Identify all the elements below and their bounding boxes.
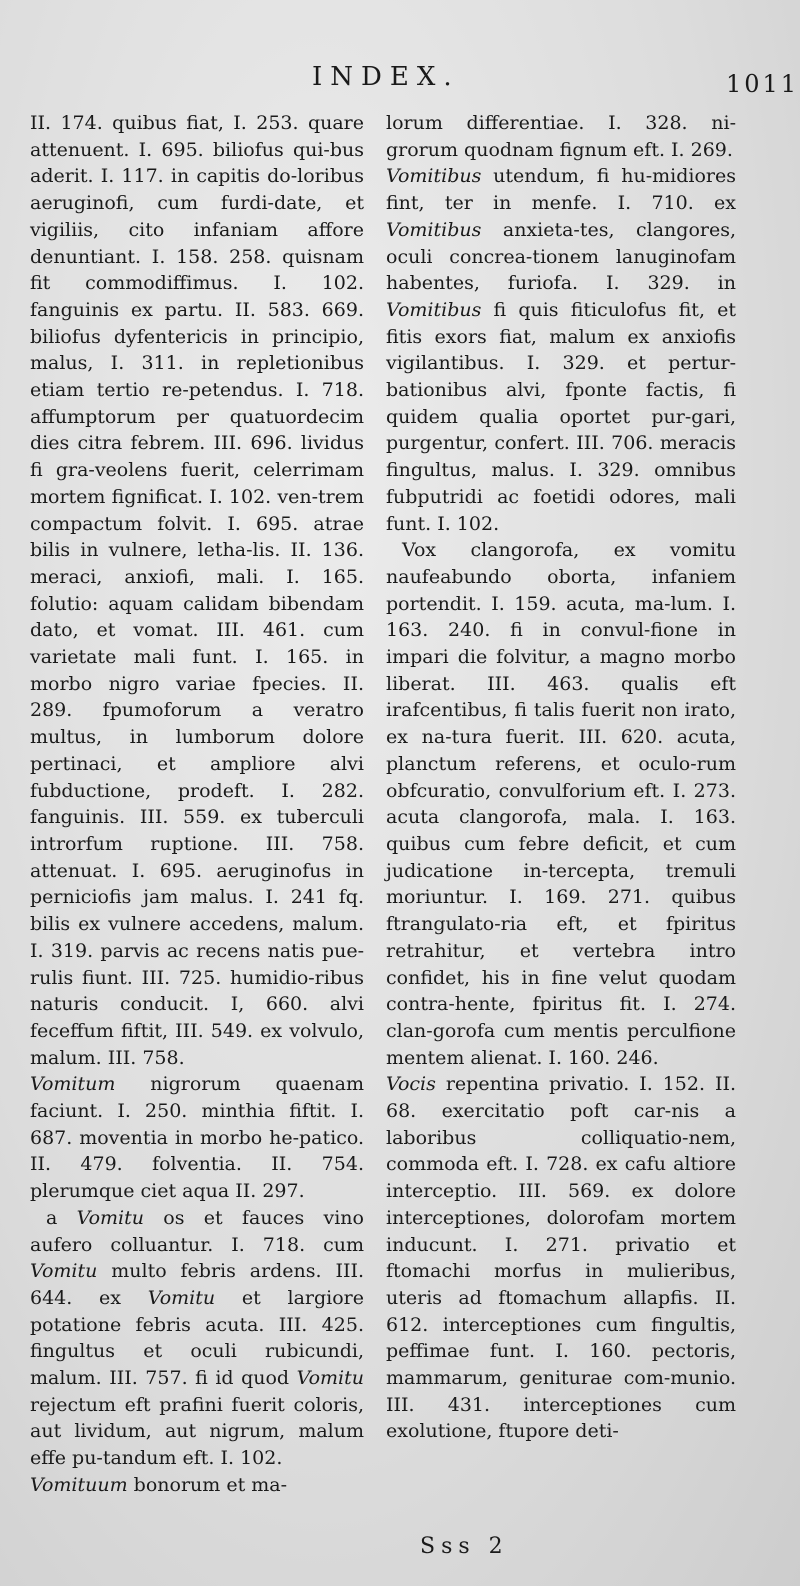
page-title: INDEX. <box>312 62 460 92</box>
index-entry <box>30 110 364 1071</box>
index-entry <box>30 1205 364 1472</box>
entry-headword: Vomitu <box>76 1206 145 1229</box>
entry-text: os et fauces vino aufero colluantur. I. 718. cum <box>30 1206 364 1256</box>
entry-text: Vox clangorofa, ex vomitu naufeabundo oborta, infaniem portendit. I. 159. acuta, ma-lum. I. 163. 240. fi in convul-fione in impari die folvitur, a magno morbo liberat. III. 463. qualis eft irafcentibus, fi talis fuerit non irato, ex na-tura fuerit. III. 620. acuta, planctum referens, et oculo-rum obfcuratio, convulforium eft. I. 273. acuta clangorofa, mala. I. 163. quibus cum febre deficit, et cum judicatione in-tercepta, tremuli moriuntur. I. 169. 271. quibus ftrangulato-ria eft, et fpiritus retrahitur, et vertebra intro confidet, his in fine velut quodam contra-hente, fpiritus fit. I. 274. clan-gorofa cum mentis perculfione mentem alienat. I. 160. 246. <box>386 539 736 1069</box>
index-entry <box>30 1071 364 1205</box>
entry-headword: Vomitibus <box>386 165 482 188</box>
entry-text: II. 174. quibus fiat, I. 253. quare attenuent. I. 695. biliofus qui-bus aderit. I. 117. in capitis do-loribus aeruginofi, cum furdi-date, et vigiliis, cito infaniam affore denuntiant. I. 158. 258. quisnam fit commodiffimus. I. 102. fanguinis ex partu. II. 583. 669. biliofus dyfentericis in principio, malus, I. 311. in repletionibus etiam tertio re-petendus. I. 718. affumptorum per quatuordecim dies citra febrem. III. 696. lividus fi gra-veolens fuerit, celerrimam mortem fignificat. I. 102. ven-trem compactum folvit. I. 695. atrae bilis in vulnere, letha-lis. II. 136. meraci, anxiofi, mali. I. 165. folutio: aquam calidam bibendam dato, et vomat. III. 461. cum varietate mali funt. I. 165. in morbo nigro variae fpecies. II. 289. fpumoforum a veratro multus, in lumborum dolore pertinaci, et ampliore alvi fubductione, prodeft. I. 282. fanguinis. III. 559. ex tuberculi introrfum ruptione. III. 758. attenuat. I. 695. aeruginofus in perniciofis jam malus. I. 241 fq. bilis ex vulnere accedens, malum. I. 319. parvis ac recens natis pue-rulis fiunt. III. 725. humidio-ribus naturis conducit. I, 660. alvi feceffum fiftit, III. 549. ex volvulo, malum. III. 758. <box>30 112 364 1069</box>
signature-mark: Sss 2 <box>420 1534 509 1559</box>
right-column <box>386 110 736 1445</box>
entry-headword: Vomitum <box>30 1073 116 1096</box>
page-number: 1011 <box>726 70 800 98</box>
entry-text: fi quis fiticulofus fit, et fitis exors fiat, malum ex anxiofis vigilantibus. I. 329. et pertur-bationibus alvi, fponte factis, fi quidem qualia oportet pur-gari, purgentur, confert. III. 706. meracis fingultus, malus. I. 329. omnibus fubputridi ac foetidi odores, mali funt. I. 102. <box>386 298 736 535</box>
entry-text: repentina privatio. I. 152. II. 68. exercitatio poft car-nis a laboribus colliquatio-nem, commoda eft. I. 728. ex cafu altiore interceptio. III. 569. ex dolore interceptiones, dolorofam mortem inducunt. I. 271. privatio et ftomachi morfus in mulieribus, uteris ad ftomachum allapfis. II. 612. interceptiones cum fingultis, peffimae funt. I. 160. pectoris, mammarum, geniturae com-munio. III. 431. interceptiones cum exolutione, ftupore deti- <box>386 1073 736 1443</box>
entry-headword: Vomituum <box>30 1473 128 1496</box>
entry-headword: Vocis <box>386 1073 436 1096</box>
entry-text: lorum differentiae. I. 328. ni-grorum quodnam fignum eft. I. 269. <box>386 112 736 161</box>
index-entry <box>386 110 736 163</box>
entry-text: et largiore potatione febris acuta. III. 425. fingultus et oculi rubicundi, malum. III. 757. fi id quod <box>30 1286 364 1390</box>
entry-text: anxieta-tes, clangores, oculi concrea-tionem lanuginofam habentes, furiofa. I. 329. in <box>386 218 736 295</box>
entry-headword: Vomitibus <box>386 218 482 241</box>
entry-prefix: a <box>46 1206 77 1229</box>
entry-text: utendum, fi hu-midiores fint, ter in menfe. I. 710. ex <box>386 165 736 215</box>
entry-headword: Vomitibus <box>386 298 482 321</box>
page-header <box>0 56 800 96</box>
index-entry <box>386 537 736 1071</box>
entry-text: nigrorum quaenam faciunt. I. 250. minthia fiftit. I. 687. moventia in morbo he-patico. II. 479. folventia. II. 754. plerumque ciet aqua II. 297. <box>30 1073 364 1203</box>
entry-headword: Vomitu <box>147 1286 216 1309</box>
entry-headword: Vomitu <box>296 1367 364 1390</box>
left-column <box>30 110 364 1499</box>
entry-text: multo febris ardens. III. 644. ex <box>30 1260 364 1309</box>
entry-text: rejectum eft prafini fuerit coloris, aut lividum, aut nigrum, malum effe pu-tandum eft. I. 102. <box>30 1393 364 1470</box>
index-entry <box>30 1472 364 1499</box>
index-entry <box>386 163 736 537</box>
index-entry <box>386 1071 736 1445</box>
entry-headword: Vomitu <box>30 1260 98 1283</box>
entry-text: bonorum et ma- <box>127 1473 288 1496</box>
